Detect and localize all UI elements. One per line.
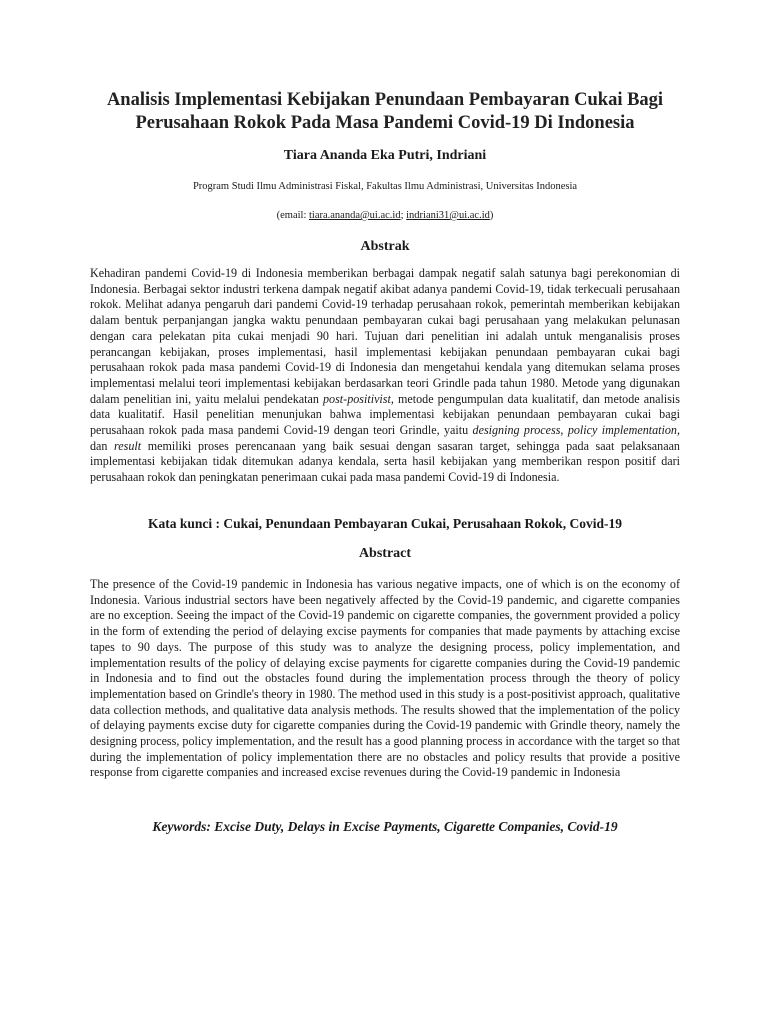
title-line-1: Analisis Implementasi Kebijakan Penundaan Pembayaran Cukai Bagi xyxy=(106,90,664,110)
affiliation: Program Studi Ilmu Administrasi Fiskal, Fakultas Ilmu Administrasi, Universitas Indonesia xyxy=(192,181,578,192)
kata-kunci: Kata kunci : Cukai, Penundaan Pembayaran Cukai, Perusahaan Rokok, Covid-19 xyxy=(147,516,623,531)
abstrak-text-3: dan xyxy=(90,438,115,453)
abstrak-body xyxy=(90,266,680,486)
paper-title xyxy=(90,89,680,135)
authors: Tiara Ananda Eka Putri, Indriani xyxy=(283,148,487,163)
abstract-heading: Abstract xyxy=(358,546,412,561)
email-line xyxy=(90,209,680,223)
abstrak-italic-2: designing process, policy implementation, xyxy=(472,423,680,438)
email-link-2[interactable]: indriani31@ui.ac.id xyxy=(406,210,490,221)
keywords-en: Keywords: Excise Duty, Delays in Excise Payments, Cigarette Companies, Covid-19 xyxy=(152,819,618,834)
abstrak-text-1: Kehadiran pandemi Covid-19 di Indonesia memberikan berbagai dampak negatif salah satunya bagi perekonomian di Indonesia. Berbagai sektor industri terkena dampak negatif akibat adanya pandemi Covid-19, tidak terkecuali perusahaan rokok. Melihat adanya pengaruh dari pandemi Covid-19 terhadap perusahaan rokok, pemerintah memberikan kebijakan dalam bentuk perpanjangan jangka waktu penundaan pembayaran cukai bagi perusahaan yang melakukan pelunasan dengan cara pelekatan pita cukai menjadi 90 hari. Tujuan dari penelitian ini adalah untuk menganalisis proses perancangan kebijakan, proses implementasi, hasil implementasi kebijakan penundaan pembayaran cukai bagi perusahaan rokok pada masa pandemi Covid-19 di Indonesia dan mengetahui kendala yang ditemukan selama proses implementasi melalui teori implementasi kebijakan berdasarkan teori Grindle pada tahun 1980. Metode yang digunakan dalam penelitian ini, yaitu melalui pendekatan xyxy=(90,266,680,406)
abstrak-heading: Abstrak xyxy=(360,239,410,254)
email-separator: ; xyxy=(400,210,407,221)
abstrak-italic-3: result xyxy=(114,438,142,453)
abstrak-text-4: memiliki proses perencanaan yang baik sesuai dengan sasaran target, sehingga pada saat pelaksanaan implementasi kebijakan tidak ditemukan adanya kendala, serta hasil kebijakan yang memberikan respon positif dari perusahaan rokok dan peningkatan penerimaan cukai pada masa pandemi Covid-19 di Indonesia. xyxy=(90,438,680,485)
email-prefix: (email: xyxy=(276,210,309,221)
title-line-2: Perusahaan Rokok Pada Masa Pandemi Covid-19 Di Indonesia xyxy=(135,113,635,133)
abstract-body: The presence of the Covid-19 pandemic in Indonesia has various negative impacts, one of which is on the economy of Indonesia. Various industrial sectors have been negatively affected by the Covid-19 pandemic, and cigarette companies are no exception. Seeing the impact of the Covid-19 pandemic on cigarette companies, the government provided a policy in the form of extending the period of delaying excise payments for companies that made payments by attaching excise tapes to 90 days. The purpose of this study was to analyze the designing process, policy implementation, and implementation results of the policy of delaying excise payments for cigarette companies during the Covid-19 pandemic in Indonesia and to find out the obstacles found during the implementation process through the theory of policy implementation based on Grindle's theory in 1980. The method used in this study is a post-positivist approach, qualitative data collection methods, and qualitative data analysis methods. The results showed that the implementation of the policy of delaying payments excise duty for cigarette companies during the Covid-19 pandemic with Grindle theory, namely the designing process, policy implementation, and the result has a good planning process in accordance with the target so that during the implementation of policy implementation there are no obstacles and policy results that provide a positive response from cigarette companies and increased excise revenues during the Covid-19 pandemic in Indonesia xyxy=(90,577,680,780)
abstrak-italic-1: post-positivist, xyxy=(323,391,394,406)
abstrak-text-2: metode pengumpulan data kualitatif, dan metode analisis data kualitatif. Hasil penelitian menunjukan bahwa implementasi kebijakan penundaan pembayaran cukai bagi perusahaan rokok pada masa pandemi Covid-19 dengan teori Grindle, yaitu xyxy=(90,391,680,438)
email-link-1[interactable]: tiara.ananda@ui.ac.id xyxy=(309,210,401,221)
email-suffix: ) xyxy=(489,210,494,221)
